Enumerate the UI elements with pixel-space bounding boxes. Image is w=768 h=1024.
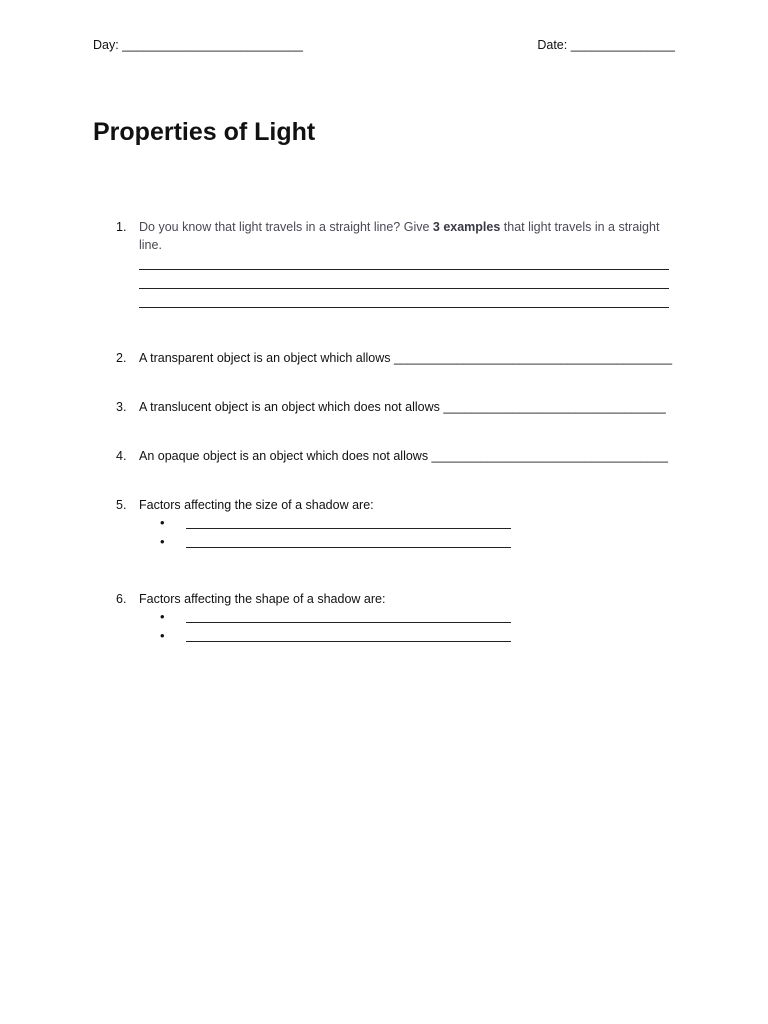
question-number: 2. — [116, 351, 127, 365]
question-number: 6. — [116, 592, 127, 606]
answer-line-1 — [139, 269, 669, 270]
day-field: Day: __________________________ — [93, 38, 303, 52]
question-1-text-before: Do you know that light travels in a straight line? Give — [139, 220, 433, 234]
bullet-answer-line — [186, 622, 511, 623]
question-6-text: Factors affecting the shape of a shadow are: — [139, 592, 386, 606]
bullet-icon: • — [160, 628, 165, 643]
question-1-text-after: that light travels in a straight line. — [139, 220, 660, 252]
date-field: Date: _______________ — [537, 38, 675, 52]
question-number: 1. — [116, 220, 127, 234]
page-title: Properties of Light — [93, 118, 316, 146]
question-3-text: A translucent object is an object which does not allows ________________________________ — [139, 400, 666, 414]
bullet-icon: • — [160, 515, 165, 530]
answer-line-2 — [139, 288, 669, 289]
question-1-text-bold: 3 examples — [432, 220, 501, 234]
question-number: 5. — [116, 498, 127, 512]
question-number: 4. — [116, 449, 127, 463]
header — [93, 38, 675, 56]
bullet-answer-line — [186, 547, 511, 548]
question-2-text: A transparent object is an object which allows ________________________________________ — [139, 351, 673, 365]
answer-line-3 — [139, 307, 669, 308]
bullet-answer-line — [186, 528, 511, 529]
bullet-answer-line — [186, 641, 511, 642]
question-4-text: An opaque object is an object which does not allows __________________________________ — [139, 449, 668, 463]
bullet-icon: • — [160, 609, 165, 624]
question-number: 3. — [116, 400, 127, 414]
bullet-icon: • — [160, 534, 165, 549]
question-1-text — [139, 218, 674, 254]
question-5-text: Factors affecting the size of a shadow are: — [139, 498, 374, 512]
